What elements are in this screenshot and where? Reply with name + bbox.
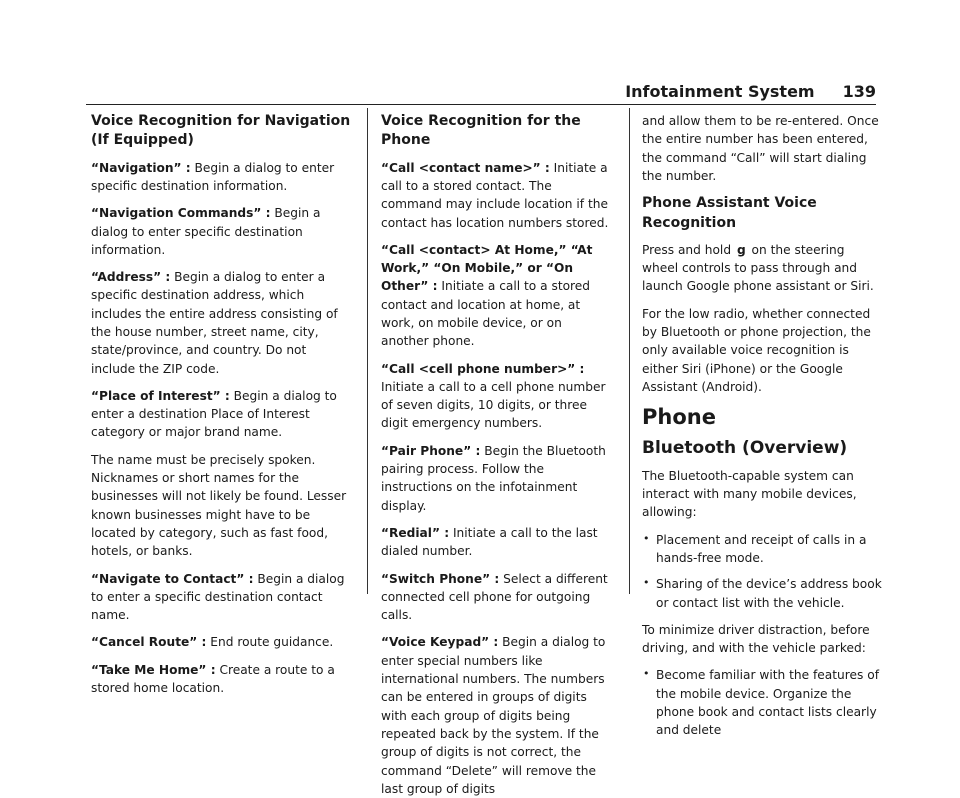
bluetooth-list <box>642 531 882 612</box>
list-item: • Sharing of the device’s address book or contact list with the vehicle. <box>642 575 882 612</box>
section-title: Infotainment System <box>625 82 815 101</box>
command-term: “Call <contact name>” : <box>381 160 550 175</box>
command-term: “Take Me Home” : <box>91 662 216 677</box>
command-term: “Call <contact> At Home,” “At Work,” “On Mobile,” or “On Other” : <box>381 242 593 294</box>
assistant-text-after: on the steering wheel controls to pass through and launch Google phone assistant or Siri. <box>642 242 874 294</box>
command-desc: Begin a dialog to enter a destination Place of Interest category or major brand name. <box>91 388 337 440</box>
column-divider-2 <box>629 108 630 594</box>
command-entry <box>91 204 353 259</box>
assistant-heading: Phone Assistant Voice Recognition <box>642 195 817 231</box>
command-desc: Begin a dialog to enter specific destination information. <box>91 206 321 257</box>
command-entry <box>91 570 353 625</box>
column-2 <box>381 112 611 796</box>
command-entry <box>381 241 611 351</box>
bluetooth-heading: Bluetooth (Overview) <box>642 438 848 459</box>
header-rule <box>86 104 876 105</box>
column-3 <box>642 112 882 738</box>
column-divider-1 <box>367 108 368 594</box>
distraction-note: To minimize driver distraction, before driving, and with the vehicle parked: <box>642 622 870 656</box>
command-desc: Select a different connected cell phone for outgoing calls. <box>381 571 608 623</box>
list-item: • Become familiar with the features of the mobile device. Organize the phone book and contact lists clearly and delete <box>642 666 882 739</box>
command-entry <box>381 524 611 561</box>
command-desc: Begin a dialog to enter special numbers like international numbers. The numbers can be entered in groups of digits with each group of digits being repeated back by the system. If the group of digits is not correct, the command “Delete” will remove the last group of digits <box>381 635 606 796</box>
assistant-paragraph <box>642 241 882 296</box>
page-header <box>625 82 876 101</box>
command-entry <box>381 633 611 798</box>
command-term: “Voice Keypad” : <box>381 635 499 650</box>
command-entry <box>91 268 353 378</box>
bluetooth-intro: The Bluetooth-capable system can interact with many mobile devices, allowing: <box>642 468 857 520</box>
command-desc: Create a route to a stored home location. <box>91 662 335 696</box>
command-desc: End route guidance. <box>206 635 334 650</box>
command-term: “Pair Phone” : <box>381 443 481 458</box>
command-desc: Initiate a call to a cell phone number of seven digits, 10 digits, or three digit emergency numbers. <box>381 379 606 431</box>
phone-title: Phone <box>642 405 716 430</box>
command-entry <box>381 159 611 232</box>
column-1 <box>91 112 353 696</box>
continued-text: and allow them to be re-entered. Once the entire number has been entered, the command “Call” will start dialing the number. <box>642 114 879 183</box>
list-item: • Placement and receipt of calls in a hands-free mode. <box>642 531 882 568</box>
command-entry <box>91 633 353 651</box>
command-term: “Call <cell phone number>” : <box>381 361 585 376</box>
command-entry <box>91 661 353 698</box>
driving-list <box>642 666 882 739</box>
command-term: “Place of Interest” : <box>91 388 230 403</box>
command-desc: Begin the Bluetooth pairing process. Follow the instructions on the infotainment display. <box>381 443 606 513</box>
command-term: “Address” : <box>91 270 171 285</box>
command-term: “Navigation” : <box>91 160 191 175</box>
voice-button-icon: g <box>736 242 746 257</box>
command-term: “Navigate to Contact” : <box>91 571 254 586</box>
command-desc: Begin a dialog to enter a specific destination address, which includes the entire address consisting of the house number, street name, city, state/province, and country. Do not include the ZIP code. <box>91 270 338 376</box>
command-term: “Cancel Route” : <box>91 635 207 650</box>
assistant-text-before: Press and hold <box>642 242 735 257</box>
command-entry <box>381 442 611 515</box>
command-desc: Initiate a call to a stored contact. The command may include location if the contact has location numbers stored. <box>381 160 609 230</box>
command-entry <box>91 159 353 196</box>
command-desc: Initiate a call to a stored contact and location at home, at work, on mobile device, or on another phone. <box>381 279 591 349</box>
page-number: 139 <box>842 82 876 101</box>
command-desc: Begin a dialog to enter a specific destination contact name. <box>91 571 345 623</box>
command-term: “Navigation Commands” : <box>91 206 271 221</box>
name-note: The name must be precisely spoken. Nicknames or short names for the businesses will not likely be found. Lesser known businesses might have to be located by category, such as fast food, hotels, or banks. <box>91 452 347 559</box>
command-entry <box>381 360 611 433</box>
command-entry <box>381 570 611 625</box>
command-desc: Initiate a call to the last dialed number. <box>381 525 598 559</box>
command-entry <box>91 387 353 442</box>
command-term: “Switch Phone” : <box>381 571 500 586</box>
command-term: “Redial” : <box>381 525 450 540</box>
nav-voice-heading: Voice Recognition for Navigation (If Equipped) <box>91 113 351 149</box>
phone-voice-heading: Voice Recognition for the Phone <box>381 113 581 149</box>
command-desc: Begin a dialog to enter specific destination information. <box>91 160 335 193</box>
assistant-note: For the low radio, whether connected by Bluetooth or phone projection, the only available voice recognition is either Siri (iPhone) or the Google Assistant (Android). <box>642 306 871 394</box>
